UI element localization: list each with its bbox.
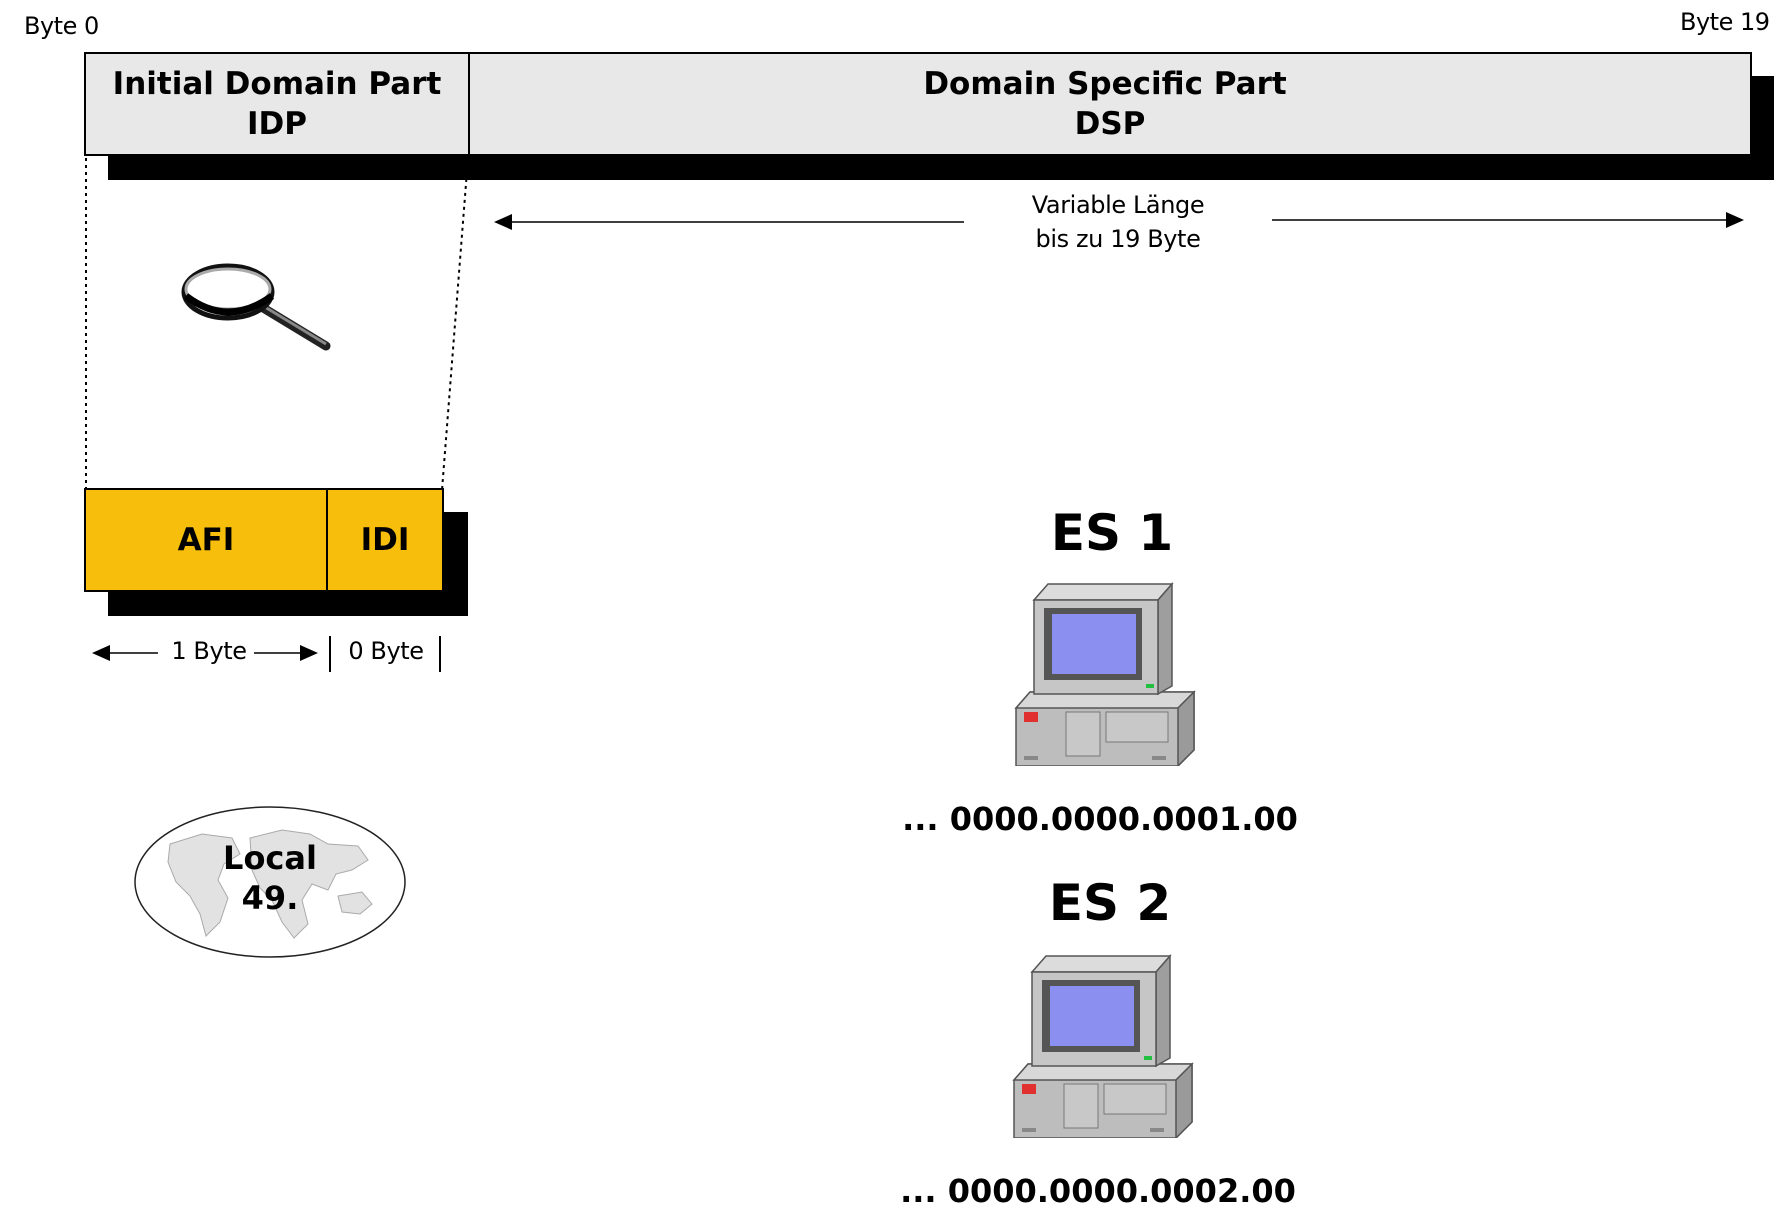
idp-title: Initial Domain Part: [112, 66, 442, 102]
afi-label: AFI: [177, 522, 235, 558]
afi-size-label: 1 Byte: [171, 637, 247, 665]
idi-cell: [326, 488, 444, 592]
afi-arrowhead-right: [300, 645, 318, 661]
byte-start-label: Byte 0: [24, 12, 99, 40]
variable-length-label: [968, 188, 1268, 256]
idi-label: IDI: [360, 522, 410, 558]
es2-address: ... 0000.0000.0002.00: [900, 1172, 1296, 1210]
afi-cell: [84, 488, 328, 592]
computer-icon: [1008, 954, 1194, 1138]
length-arrowhead-left: [494, 214, 512, 230]
globe-label-line2: 49.: [241, 879, 299, 917]
globe-label: [200, 838, 340, 918]
es1-address: ... 0000.0000.0001.00: [902, 800, 1298, 838]
variable-length-line2: bis zu 19 Byte: [1035, 225, 1201, 253]
length-arrowhead-right: [1726, 212, 1744, 228]
idi-size-label: 0 Byte: [348, 637, 424, 665]
zoom-line-right: [442, 158, 468, 490]
es1-title: ES 1: [1050, 504, 1174, 562]
idp-abbr: IDP: [247, 106, 307, 142]
computer-icon: [1010, 582, 1196, 766]
afi-arrowhead-left: [92, 645, 110, 661]
dsp-title: Domain Specific Part: [923, 66, 1287, 102]
variable-length-line1: Variable Länge: [1031, 191, 1205, 219]
magnifier-icon: [178, 256, 338, 352]
byte-end-label: Byte 19: [1680, 8, 1770, 36]
globe-label-line1: Local: [223, 839, 317, 877]
dsp-abbr: DSP: [1074, 106, 1146, 142]
es2-title: ES 2: [1048, 874, 1172, 932]
